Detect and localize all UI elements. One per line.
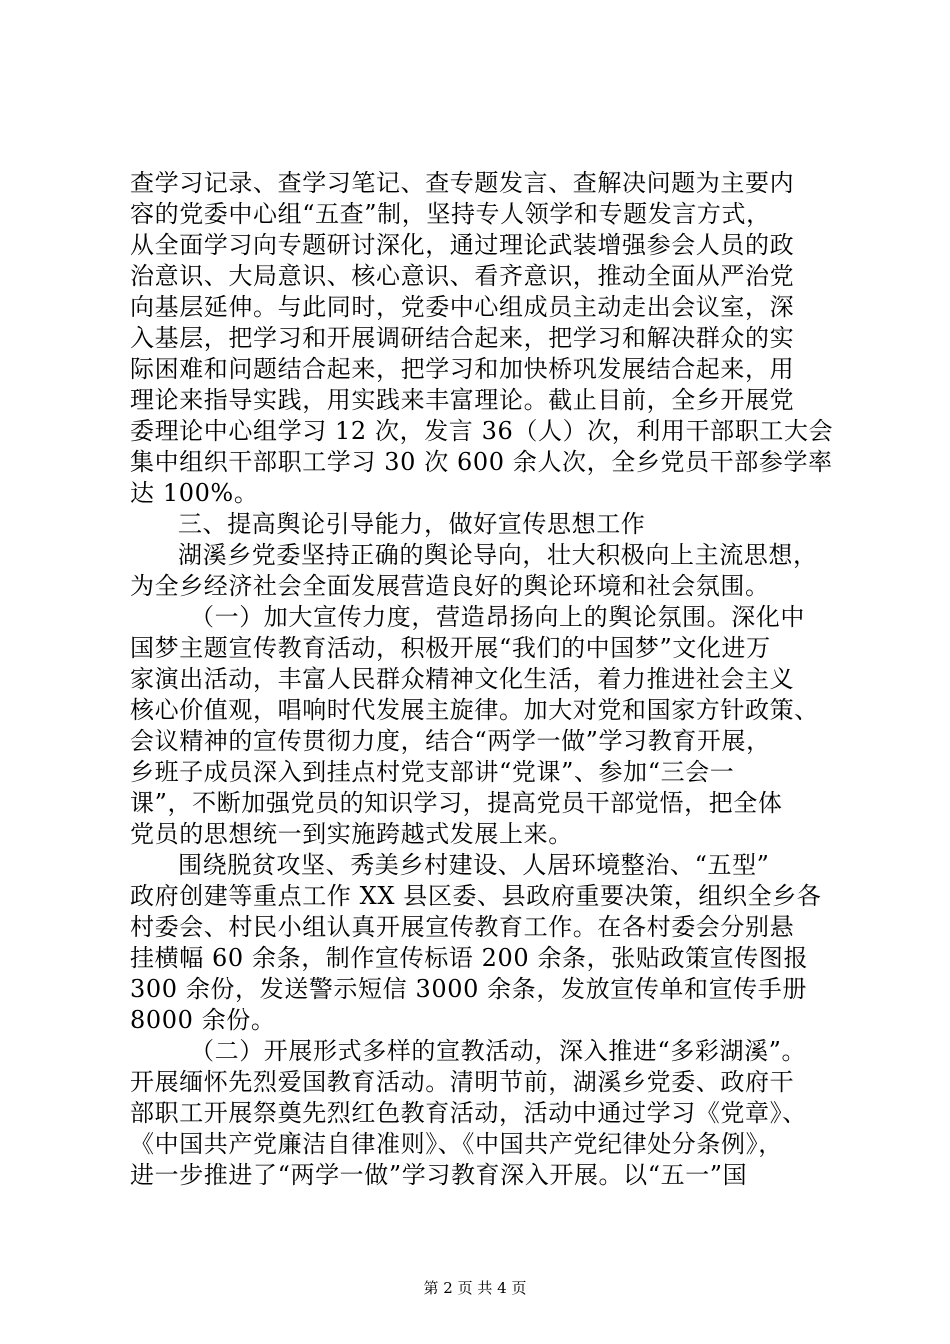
document-body [130,168,834,1191]
text-line: 围绕脱贫攻坚、秀美乡村建设、人居环境整治、“五型” [178,851,770,879]
text-line: 国梦主题宣传教育活动，积极开展“我们的中国梦”文化进万 [130,634,771,662]
subsection-heading: （二）开展形式多样的宣教活动，深入推进“多彩湖溪”。 [190,1037,807,1065]
section-heading: 三、提高舆论引导能力，做好宣传思想工作 [178,510,646,538]
text-line: 政府创建等重点工作 XX 县区委、县政府重要决策，组织全乡各 [130,882,822,910]
text-line: 8000 余份。 [130,1006,276,1034]
text-line: 治意识、大局意识、核心意识、看齐意识，推动全面从严治党 [130,262,795,290]
page-footer [0,1278,950,1298]
text-line: 际困难和问题结合起来，把学习和加快桥巩发展结合起来，用 [130,355,795,383]
text-line: 党员的思想统一到实施跨越式发展上来。 [130,820,573,848]
text-line: 300 余份，发送警示短信 3000 余条，发放宣传单和宣传手册 [130,975,807,1003]
text-line: 集中组织干部职工学习 30 次 600 余人次，全乡党员干部参学率 [130,448,833,476]
text-line: 为全乡经济社会全面发展营造良好的舆论环境和社会氛围。 [130,572,770,600]
text-line: 达 100%。 [130,479,259,507]
text-line: 村委会、村民小组认真开展宣传教育工作。在各村委会分别悬 [130,913,795,941]
text-line: 容的党委中心组“五查”制，坚持专人领学和专题发言方式， [130,200,771,228]
text-line: 查学习记录、查学习笔记、查专题发言、查解决问题为主要内 [130,169,795,197]
text-line: 部职工开展祭奠先烈红色教育活动，活动中通过学习《党章》、 [130,1099,807,1127]
text-line: 核心价值观，唱响时代发展主旋律。加大对党和国家方针政策、 [130,696,819,724]
text-line: 家演出活动，丰富人民群众精神文化生活，着力推进社会主义 [130,665,795,693]
text-line: 委理论中心组学习 12 次，发言 36（人）次，利用干部职工大会 [130,417,834,445]
text-line: 从全面学习向专题研讨深化，通过理论武装增强参会人员的政 [130,231,795,259]
text-line: 开展缅怀先烈爱国教育活动。清明节前，湖溪乡党委、政府干 [130,1068,795,1096]
text-line: 挂横幅 60 余条，制作宣传标语 200 余条，张贴政策宣传图报 [130,944,809,972]
text-line: 《中国共产党廉洁自律准则》、《中国共产党纪律处分条例》， [130,1130,783,1158]
text-line: 课”，不断加强党员的知识学习，提高党员干部觉悟，把全体 [130,789,783,817]
text-line: 入基层，把学习和开展调研结合起来，把学习和解决群众的实 [130,324,795,352]
subsection-heading: （一）加大宣传力度，营造昂扬向上的舆论氛围。深化中 [190,603,805,631]
text-line: 湖溪乡党委坚持正确的舆论导向，壮大积极向上主流思想， [178,541,818,569]
page-number: 第 2 页 共 4 页 [423,1279,527,1297]
text-line: 进一步推进了“两学一做”学习教育深入开展。以“五一”国 [130,1161,748,1189]
text-line: 向基层延伸。与此同时，党委中心组成员主动走出会议室，深 [130,293,795,321]
text-line: 理论来指导实践，用实践来丰富理论。截止目前，全乡开展党 [130,386,795,414]
text-line: 会议精神的宣传贯彻力度，结合“两学一做”学习教育开展， [130,727,771,755]
text-line: 乡班子成员深入到挂点村党支部讲“党课”、参加“三会一 [130,758,735,786]
